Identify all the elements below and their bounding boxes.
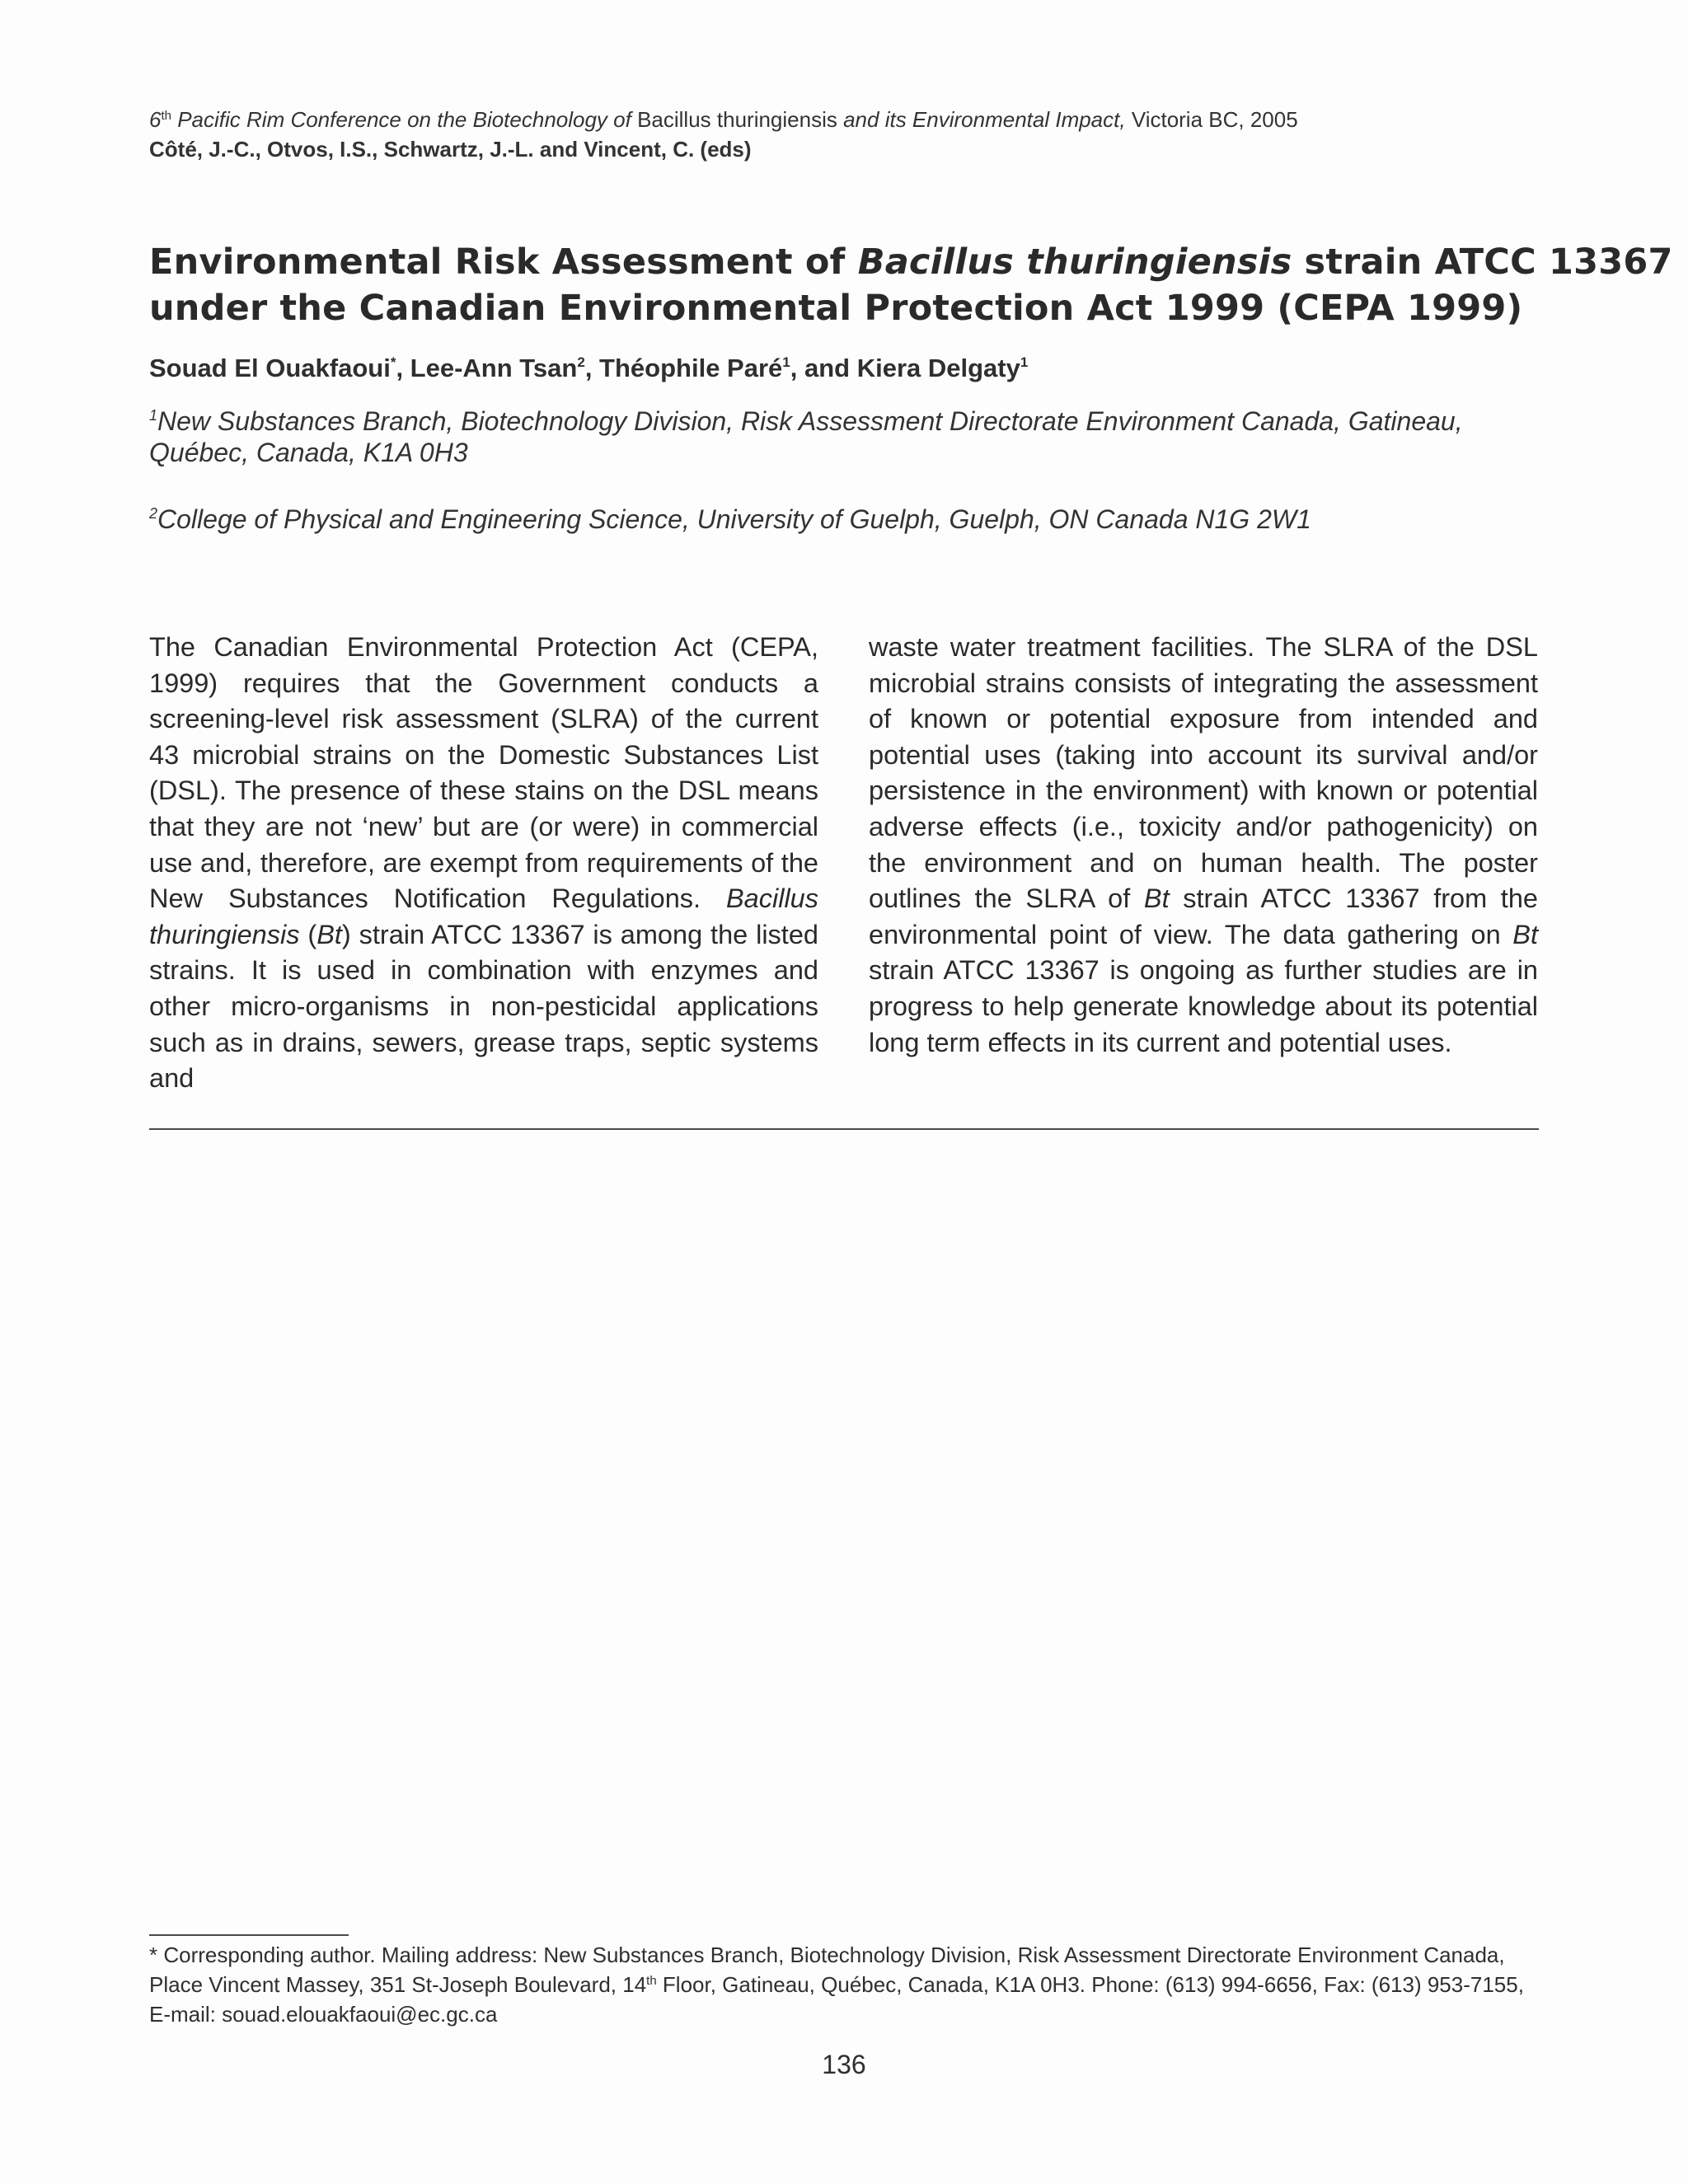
- floor-ordinal-suffix: th: [646, 1974, 657, 1988]
- paper-title: [149, 239, 1673, 331]
- organism-abbreviation: Bt: [1143, 883, 1170, 914]
- author-4: , and Kiera Delgaty: [790, 354, 1020, 382]
- conference-name: Pacific Rim Conference on the Biotechnology of: [171, 107, 638, 132]
- title-organism: Bacillus thuringiensis: [857, 241, 1292, 283]
- conference-citation: [149, 105, 1550, 134]
- author-1: Souad El Ouakfaoui: [149, 354, 391, 382]
- section-divider: [149, 1128, 1539, 1130]
- conference-organism: Bacillus thuringiensis: [637, 107, 837, 132]
- abstract-column-right: [869, 630, 1538, 1061]
- conference-location: Victoria BC, 2005: [1125, 107, 1298, 132]
- editors-line: Côté, J.-C., Otvos, I.S., Schwartz, J.-L. and Vincent, C. (eds): [149, 137, 752, 162]
- abstract-text: waste water treatment facilities. The SLRA of the DSL microbial strains consists of integrating the assessment of known or potential exposure from intended and potential uses (taking into account its survival and/or persistence in the environment) with known or potential adverse effects (i.e., toxicity and/or pathogenicity) on the environment and on human health. The poster outlines the SLRA of: [869, 632, 1538, 914]
- organism-name: Bacillus thuringiensis: [149, 883, 818, 949]
- author-3-mark: 1: [782, 354, 790, 370]
- title-line-2: under the Canadian Environmental Protection Act 1999 (CEPA 1999): [149, 288, 1523, 329]
- page-number: 136: [822, 2050, 866, 2079]
- affiliation-2-text: College of Physical and Engineering Science, University of Guelph, Guelph, ON Canada N1G 2W1: [157, 504, 1311, 534]
- author-list: [149, 352, 1028, 385]
- running-head: [149, 105, 1550, 164]
- abstract-text: strain ATCC 13367 from the environmental point of view. The data gathering on: [869, 883, 1538, 949]
- organism-abbreviation: Bt: [1512, 919, 1538, 949]
- author-2: , Lee-Ann Tsan: [396, 354, 578, 382]
- footnote-divider: [149, 1934, 349, 1936]
- author-2-mark: 2: [577, 354, 585, 370]
- affiliation-2: [149, 504, 1550, 535]
- footnote-text: Floor, Gatineau, Québec, Canada, K1A 0H3. Phone: (613) 994-6656, Fax: (613) 953-7155, E-mail: souad.elouakfaoui@ec.gc.ca: [149, 1972, 1524, 2027]
- conference-ordinal: 6: [149, 107, 162, 132]
- conference-topic: and its Environmental Impact,: [837, 107, 1126, 132]
- conference-ordinal-suffix: th: [161, 109, 171, 123]
- affiliation-1-text: New Substances Branch, Biotechnology Division, Risk Assessment Directorate Environment Canada, Gatineau, Québec, Canada, K1A 0H3: [149, 406, 1463, 467]
- affiliation-1-mark: 1: [149, 407, 158, 424]
- author-1-mark: *: [390, 354, 396, 370]
- abstract-text: The Canadian Environmental Protection Act (CEPA, 1999) requires that the Government conducts a screening-level risk assessment (SLRA) of the current 43 microbial strains on the Domestic Substances List (DSL). The presence of these stains on the DSL means that they are not ‘new’ but are (or were) in commercial use and, therefore, are exempt from requirements of the New Substances Notification Regulations.: [149, 632, 818, 914]
- title-line-1: [149, 239, 1673, 285]
- organism-abbreviation: Bt: [316, 919, 342, 949]
- title-text-post: strain ATCC 13367: [1292, 241, 1673, 283]
- author-4-mark: 1: [1020, 354, 1029, 370]
- corresponding-author-footnote: [149, 1940, 1550, 2029]
- affiliation-1: [149, 405, 1550, 468]
- abstract-column-left: [149, 630, 818, 1097]
- abstract-text: strain ATCC 13367 is ongoing as further studies are in progress to help generate knowledge about its potential long term effects in its current and potential uses.: [869, 955, 1538, 1057]
- abstract-text: ) strain ATCC 13367 is among the listed strains. It is used in combination with enzymes and other micro-organisms in non-pesticidal applications such as in drains, sewers, grease traps, septic systems and: [149, 919, 818, 1094]
- abstract-text: (: [299, 919, 317, 949]
- title-text-pre: Environmental Risk Assessment of: [149, 241, 858, 283]
- footnote-text: * Corresponding author. Mailing address: New Substances Branch, Biotechnology Division, Risk Assessment Directorate Environment Canada, Place Vincent Massey, 351 St-Joseph Boulevard, 14: [149, 1943, 1505, 1997]
- affiliation-2-mark: 2: [149, 505, 158, 522]
- author-3: , Théophile Paré: [584, 354, 783, 382]
